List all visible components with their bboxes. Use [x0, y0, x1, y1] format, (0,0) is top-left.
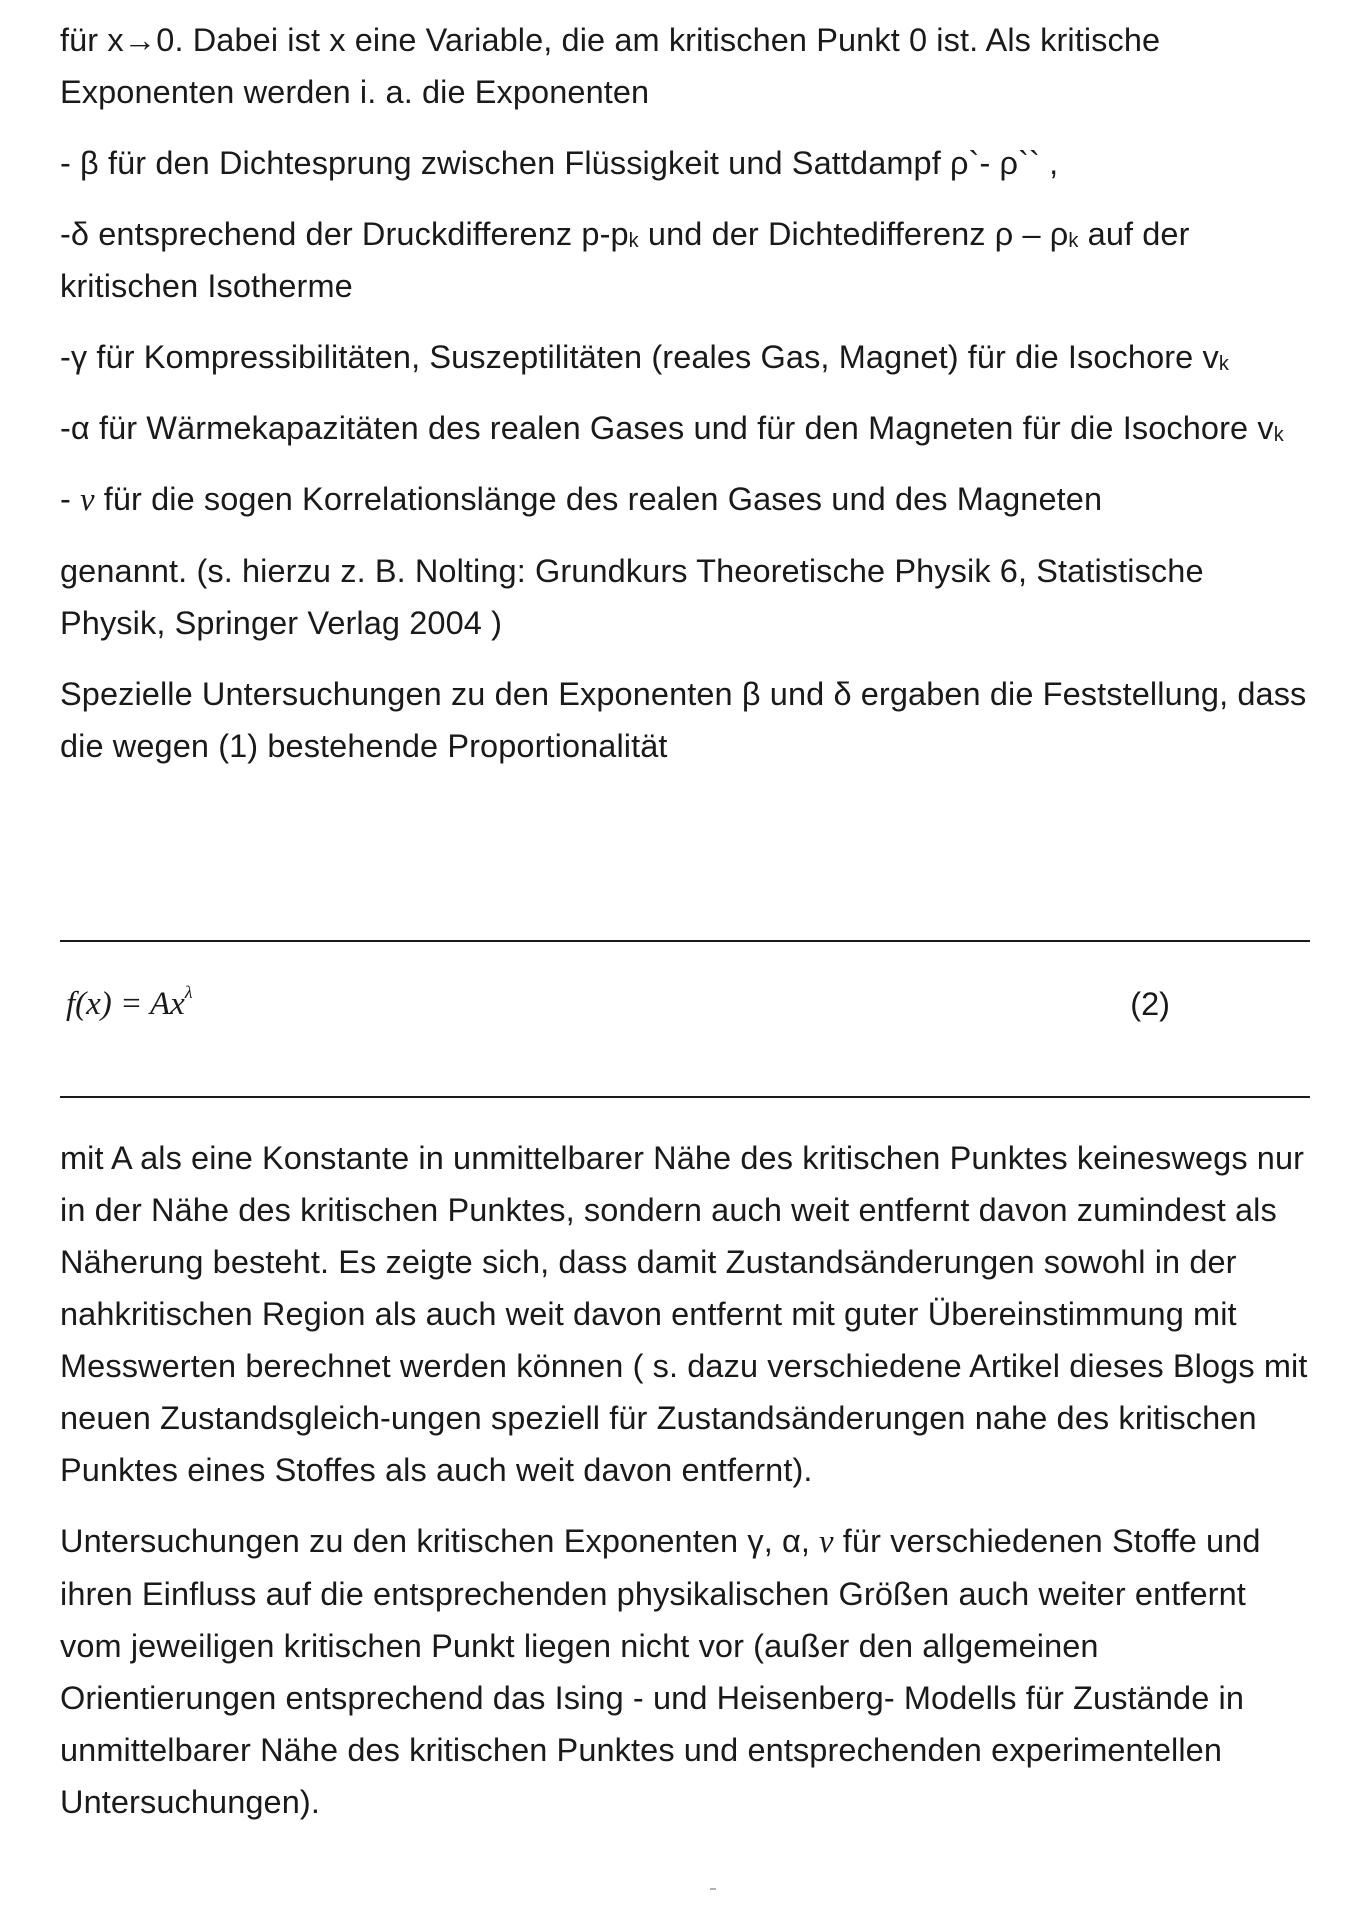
- equation-top-rule: [60, 940, 1310, 942]
- scan-speck: [710, 1888, 716, 1890]
- investigation-paragraph: [60, 1515, 1310, 1828]
- text-block-upper: [60, 14, 1310, 772]
- exponent-nu-item: [60, 473, 1310, 526]
- equation-formula: [66, 978, 193, 1030]
- investigation-text-a: Untersuchungen zu den kritischen Exponenten γ, α,: [60, 1523, 820, 1559]
- subscript-k: k: [1068, 230, 1079, 252]
- delta-text-a: -δ entsprechend der Druckdifferenz p-p: [60, 216, 629, 252]
- equation-row: [60, 978, 1170, 1030]
- nu-prefix: -: [60, 481, 81, 517]
- nu-symbol: ν: [80, 482, 95, 518]
- exponent-beta-item: [60, 137, 1310, 189]
- beta-text: - β für den Dichtesprung zwischen Flüssigkeit und Sattdampf ρ`- ρ`` ,: [60, 145, 1059, 181]
- exponent-alpha-item: [60, 402, 1310, 454]
- equation-number: (2): [1130, 986, 1170, 1022]
- reference-paragraph: [60, 545, 1310, 649]
- constant-text: mit A als eine Konstante in unmittelbarer Nähe des kritischen Punktes keineswegs nur in der Nähe des kritischen Punktes, sondern auch weit entfernt davon zumindest als Näherung besteht. Es zeigte sich, dass damit Zustandsänderungen sowohl in der nahkritischen Region als auch weit davon entfernt mit guter Übereinstimmung mit Messwerten berechnet werden können ( s. dazu verschiedene Artikel dieses Blogs mit neuen Zustandsgleich-ungen speziell für Zustandsänderungen nahe des kritischen Punktes eines Stoffes als auch weit davon entfernt).: [60, 1140, 1308, 1488]
- delta-text-c: auf der kritischen Isotherme: [60, 216, 1190, 304]
- delta-text-b: und der Dichtedifferenz ρ – ρ: [638, 216, 1069, 252]
- subscript-k: k: [628, 230, 639, 252]
- exponent-gamma-item: [60, 331, 1310, 383]
- alpha-text: -α für Wärmekapazitäten des realen Gases und für den Magneten für die Isochore v: [60, 410, 1274, 446]
- equation-bottom-rule: [60, 1096, 1310, 1098]
- special-paragraph: [60, 668, 1310, 772]
- subscript-k: k: [1218, 353, 1229, 375]
- special-text: Spezielle Untersuchungen zu den Exponenten β und δ ergaben die Feststellung, dass die wegen (1) bestehende Proportionalität: [60, 676, 1307, 764]
- nu-symbol: ν: [819, 1524, 834, 1560]
- exponent-delta-item: [60, 208, 1310, 312]
- reference-text: genannt. (s. hierzu z. B. Nolting: Grundkurs Theoretische Physik 6, Statistische Physik, Springer Verlag 2004 ): [60, 553, 1204, 641]
- equation-lhs: f(x) = Ax: [66, 986, 185, 1022]
- nu-text: für die sogen Korrelationslänge des realen Gases und des Magneten: [94, 481, 1103, 517]
- subscript-k: k: [1273, 424, 1284, 446]
- equation-exponent: λ: [184, 982, 193, 1002]
- investigation-text-b: für verschiedenen Stoffe und ihren Einfluss auf die entsprechenden physikalischen Größen auch weiter entfernt vom jeweiligen kritischen Punkt liegen nicht vor (außer den allgemeinen Orientierungen entsprechend das Ising - und Heisenberg- Modells für Zustände in unmittelbarer Nähe des kritischen Punktes und entsprechenden experimentellen Untersuchungen).: [60, 1523, 1261, 1820]
- gamma-text: -γ für Kompressibilitäten, Suszeptilitäten (reales Gas, Magnet) für die Isochore v: [60, 339, 1219, 375]
- intro-text: für x→0. Dabei ist x eine Variable, die am kritischen Punkt 0 ist. Als kritische Exponenten werden i. a. die Exponenten: [60, 22, 1161, 110]
- constant-paragraph: [60, 1132, 1310, 1496]
- text-block-lower: [60, 1132, 1310, 1828]
- intro-paragraph: [60, 14, 1310, 118]
